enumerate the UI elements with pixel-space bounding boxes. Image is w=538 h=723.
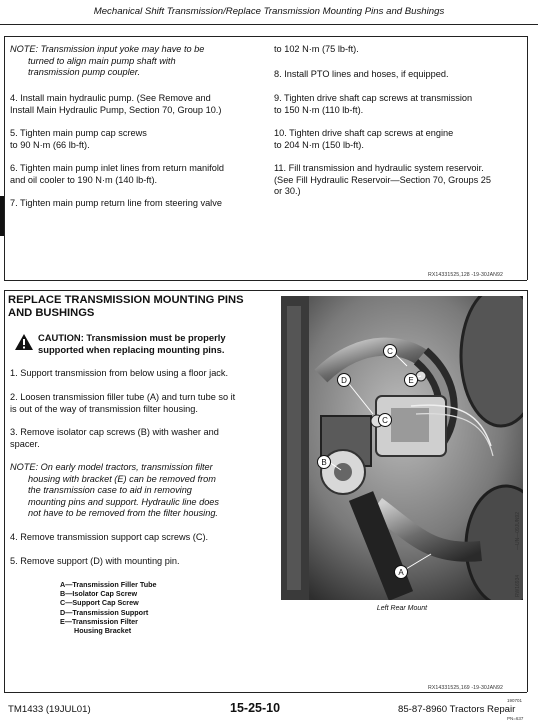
step-line: to 102 N·m (75 lb-ft).: [274, 44, 359, 54]
parts-legend: [60, 580, 260, 635]
footer-page-number: 15-25-10: [230, 701, 281, 715]
step-line: 4. Install main hydraulic pump. (See Remove and: [10, 93, 211, 103]
note-line: Transmission input yoke may have to be: [40, 44, 205, 54]
bottom-step-3: [10, 427, 276, 450]
note-line: transmission pump coupler.: [28, 67, 140, 77]
step-line: to 204 N·m (150 lb-ft).: [274, 139, 364, 150]
callout-b: [318, 456, 331, 469]
step-11: [274, 163, 524, 198]
note-line: housing with bracket (E) can be removed from: [28, 473, 216, 484]
bottom-step-5: [10, 556, 276, 568]
photo-caption: Left Rear Mount: [376, 605, 428, 612]
side-code-figure: RW16934: [515, 574, 521, 597]
callout-label: D: [341, 376, 347, 385]
step-line: 9. Tighten drive shaft cap screws at transmission: [274, 93, 473, 103]
step-8: [274, 69, 524, 81]
step-line: 10. Tighten drive shaft cap screws at engine: [274, 128, 454, 138]
legend-item: A—Transmission Filler Tube: [60, 580, 157, 589]
note-line: the transmission case to aid in removing: [28, 485, 192, 495]
page-header: Mechanical Shift Transmission/Replace Transmission Mounting Pins and Bushings: [93, 6, 445, 17]
top-frame-right: [527, 36, 528, 280]
step-line: 5. Tighten main pump cap screws: [10, 128, 147, 138]
bottom-frame-top: [4, 290, 527, 291]
bottom-ref-code: RX14331525,169 -19-30JAN92: [428, 685, 503, 691]
callout-label: B: [321, 458, 327, 467]
top-frame-bottom: [4, 280, 527, 281]
caution-text: [38, 332, 274, 355]
section-title-line: AND BUSHINGS: [8, 307, 95, 319]
step-4: [10, 93, 272, 116]
step-9: [274, 93, 524, 116]
bottom-frame-right: [527, 290, 528, 692]
callout-label: C: [382, 416, 388, 425]
bottom-step-4: [10, 532, 276, 544]
warning-triangle-icon: [14, 333, 34, 351]
bottom-frame-bottom: [4, 692, 527, 693]
step-line: 3. Remove isolator cap screws (B) with washer and: [10, 427, 219, 437]
note-line: not have to be removed from the filter housing.: [28, 508, 218, 518]
note-label: NOTE:: [10, 44, 39, 54]
step-line: 7. Tighten main pump return line from steering valve: [10, 198, 222, 208]
callout-d: [338, 374, 351, 387]
step-10: [274, 128, 524, 151]
callout-a: [395, 566, 408, 579]
callout-label: C: [387, 347, 393, 356]
mount-photo: [281, 296, 523, 600]
caution-line: CAUTION: Transmission must be properly: [38, 332, 226, 343]
footer-manual-title: 85-87-8960 Tractors Repair: [398, 704, 516, 715]
note-line: mounting pins and support. Hydraulic line does: [28, 496, 220, 507]
step-line: 5. Remove support (D) with mounting pin.: [10, 556, 180, 566]
step-line: spacer.: [10, 438, 40, 449]
section-title-line: REPLACE TRANSMISSION MOUNTING PINS: [8, 294, 244, 306]
section-title: [8, 294, 270, 320]
legend-item: B—Isolator Cap Screw: [60, 589, 138, 599]
step-line: to 150 N·m (110 lb-ft).: [274, 104, 364, 115]
callout-e: [405, 374, 418, 387]
step-line: and oil cooler to 190 N·m (140 lb-ft).: [10, 174, 158, 185]
step-5: [10, 128, 272, 151]
bottom-step-2: [10, 392, 276, 415]
step-line: to 90 N·m (66 lb-ft).: [10, 139, 90, 150]
step-line: or 30.): [274, 186, 301, 196]
step-line: 6. Tighten main pump inlet lines from return manifold: [10, 163, 224, 173]
top-note: [10, 44, 272, 79]
step-line: 11. Fill transmission and hydraulic system reservoir.: [274, 163, 484, 173]
bottom-note: [10, 462, 276, 520]
step-7: [10, 198, 272, 210]
step-line: 2. Loosen transmission filler tube (A) and turn tube so it: [10, 392, 236, 402]
step-line: (See Fill Hydraulic Reservoir—Section 70, Groups 25: [274, 174, 492, 185]
top-frame-left: [4, 36, 5, 280]
bottom-frame-left: [4, 290, 5, 692]
note-label: NOTE:: [10, 462, 39, 472]
footer-date-code: 190701: [507, 698, 523, 703]
legend-item: C—Support Cap Screw: [60, 598, 139, 608]
note-line: turned to align main pump shaft with: [28, 55, 176, 66]
callout-label: A: [398, 568, 404, 577]
footer-pn-code: PN=637: [507, 716, 524, 721]
callout-label: E: [408, 376, 414, 385]
side-code-date: —UN—09JUN92: [515, 511, 521, 550]
step-line: is out of the way of transmission filter housing.: [10, 403, 198, 414]
legend-item: D—Transmission Support: [60, 607, 149, 617]
step-line: 1. Support transmission from below using a floor jack.: [10, 368, 229, 378]
step-line: 8. Install PTO lines and hoses, if equipped.: [274, 69, 449, 79]
callout-c-mid: [379, 414, 392, 427]
photo-illustration: [281, 296, 523, 600]
legend-item: E—Transmission Filter: [60, 616, 138, 626]
caution-line: supported when replacing mounting pins.: [38, 343, 225, 355]
caution-block: [12, 332, 274, 358]
callout-c-top: [384, 345, 397, 358]
header-rule: [0, 24, 538, 25]
step-6: [10, 163, 272, 186]
legend-item: Housing Bracket: [74, 626, 132, 636]
footer-manual-id: TM1433 (19JUL01): [8, 704, 91, 715]
step-line: 4. Remove transmission support cap screws (C).: [10, 532, 209, 542]
top-ref-code: RX14331525,128 -19-30JAN92: [428, 272, 503, 278]
bottom-step-1: [10, 368, 276, 380]
step-line: Install Main Hydraulic Pump, Section 70, Group 10.): [10, 104, 222, 115]
top-frame-top: [4, 36, 527, 37]
note-line: On early model tractors, transmission filter: [40, 462, 213, 472]
step-7-cont: [274, 44, 524, 56]
